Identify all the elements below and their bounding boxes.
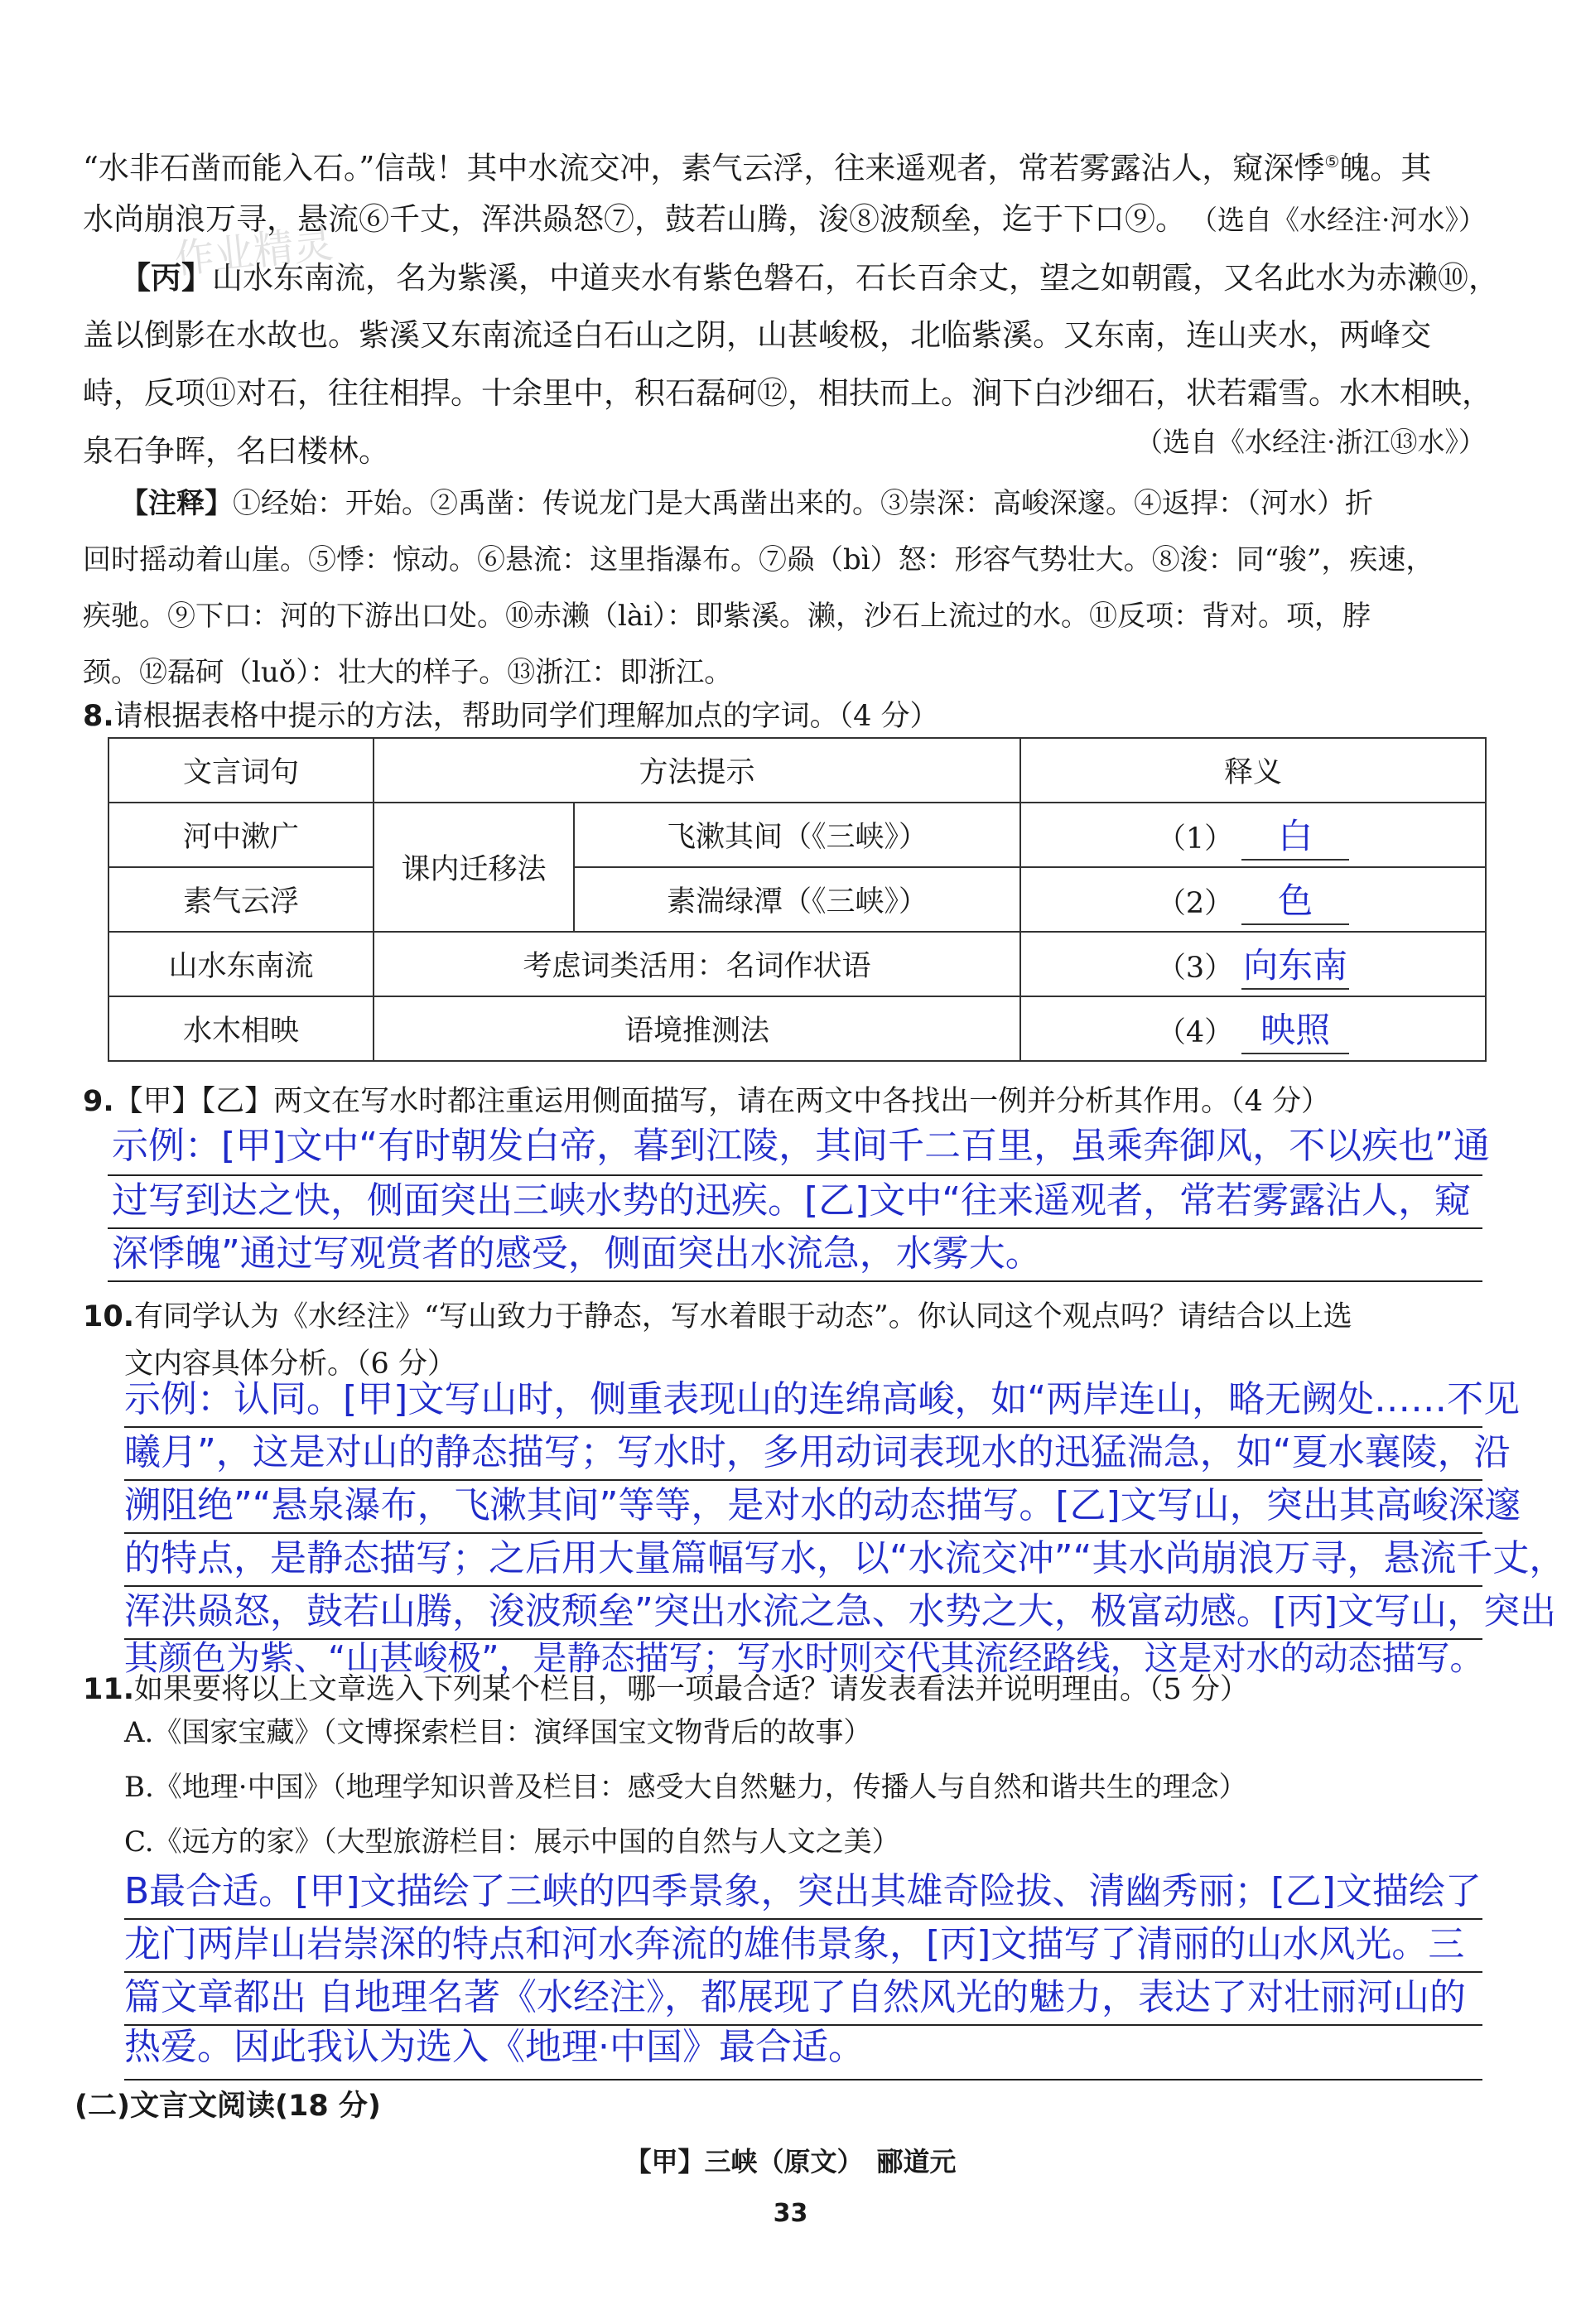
- table-cell-hint: 语境推测法: [374, 996, 1020, 1061]
- answer-9-line2[interactable]: 过写到达之快，侧面突出三峡水势的迅疾。[乙]文中“往来遥观者，常若雾露沾人，窥: [112, 1179, 1472, 1222]
- table-header: 方法提示: [374, 738, 1020, 803]
- question-text: 如果要将以上文章选入下列某个栏目，哪一项最合适？请发表看法并说明理由。（5 分）: [134, 1673, 1249, 1706]
- table-row: [108, 932, 1486, 996]
- answer-9-line3[interactable]: 深悸魄”通过写观赏者的感受，侧面突出水流急，水雾大。: [112, 1232, 1042, 1275]
- question-10-cont: 文内容具体分析。（6 分）: [124, 1348, 456, 1381]
- table-cell-phrase: 山水东南流: [108, 932, 374, 996]
- table-row: [108, 803, 1486, 867]
- table-header-row: [108, 738, 1486, 803]
- watermark: 作业精灵: [172, 220, 335, 283]
- answer-10-line5[interactable]: 浑洪赑怒，鼓若山腾，浚波颓垒”突出水流之急、水势之大，极富动感。[丙]文写山，突出: [124, 1590, 1557, 1632]
- answer-10-line2[interactable]: 曦月”，这是对山的静态描写；写水时，多用动词表现水的迅猛湍急，如“夏水襄陵，沿: [124, 1431, 1511, 1473]
- answer-blank[interactable]: 映照: [1241, 1003, 1349, 1054]
- blank-number: （4）: [1156, 1016, 1234, 1049]
- question-number: 8.: [83, 700, 114, 733]
- table-cell-hint: 素湍绿潭（《三峡》）: [574, 867, 1020, 932]
- page-number: 33: [773, 2199, 808, 2228]
- table-cell-answer: [1020, 996, 1486, 1061]
- table-cell-answer: [1020, 932, 1486, 996]
- question-number: 10.: [83, 1300, 135, 1333]
- table-header: 文言词句: [108, 738, 374, 803]
- passage-yi-line2: 水尚崩浪万寻，悬流⑥千丈，浑洪赑怒⑦，鼓若山腾，浚⑧波颓垒，迄于下口⑨。: [83, 201, 1186, 237]
- text: 山水东南流，名为紫溪，中道夹水有紫色磐石，石长百余丈，望之如朝霞，又名此水为赤濑⑩，: [212, 260, 1499, 296]
- next-passage-title: 【甲】三峡（原文） 郦道元: [624, 2146, 957, 2177]
- notes-label: 【注释】: [120, 487, 233, 520]
- passage-bing-line1: [120, 248, 1528, 307]
- passage-bing-source: （选自《水经注·浙江⑬水》）: [1135, 426, 1486, 458]
- footnote-mark: ⑤: [1324, 152, 1340, 171]
- table-cell-phrase: 水木相映: [108, 996, 374, 1061]
- notes-line1: [120, 475, 1528, 532]
- table-cell-answer: [1020, 803, 1486, 867]
- table-cell-method-group: 课内迁移法: [374, 803, 574, 932]
- table-cell-phrase: 河中漱广: [108, 803, 374, 867]
- answer-blank[interactable]: 向东南: [1241, 938, 1349, 990]
- answer-rule: [124, 2079, 1482, 2081]
- table-cell-hint: 飞漱其间（《三峡》）: [574, 803, 1020, 867]
- table-row: [108, 996, 1486, 1061]
- notes-line2: 回时摇动着山崖。⑤悸：惊动。⑥悬流：这里指瀑布。⑦赑（bì）怒：形容气势壮大。⑧浚：同“骏”，疾速，: [83, 543, 1434, 576]
- answer-11-line3[interactable]: 篇文章都出 自地理名著《水经注》，都展现了自然风光的魅力，表达了对壮丽河山的: [124, 1976, 1466, 2018]
- answer-10-line4[interactable]: 的特点，是静态描写；之后用大量篇幅写水，以“水流交冲”“其水尚崩浪万寻，悬流千丈，: [124, 1537, 1566, 1579]
- answer-10-line1[interactable]: 示例：认同。[甲]文写山时，侧重表现山的连绵高峻，如“两岸连山，略无阙处……不见: [124, 1378, 1521, 1420]
- question-number: 9.: [83, 1085, 114, 1118]
- answer-11-line4[interactable]: 热爱。因此我认为选入《地理·中国》最合适。: [124, 2026, 865, 2068]
- passage-label: 【丙】: [120, 259, 212, 296]
- passage-bing-line4: 泉石争晖，名曰楼林。: [83, 433, 389, 469]
- text: ①经始：开始。②禹凿：传说龙门是大禹凿出来的。③崇深：高峻深邃。④返捍：（河水）折: [233, 487, 1373, 520]
- answer-10-line3[interactable]: 溯阻绝”“悬泉瀑布，飞漱其间”等等，是对水的动态描写。[乙]文写山，突出其高峻深邃: [124, 1484, 1521, 1526]
- option-a: A.《国家宝藏》（文博探索栏目：演绎国宝文物背后的故事）: [124, 1716, 872, 1749]
- blank-number: （1）: [1156, 822, 1234, 856]
- vocab-table: [108, 737, 1487, 1062]
- answer-11-line1[interactable]: B最合适。[甲]文描绘了三峡的四季景象，突出其雄奇险拔、清幽秀丽；[乙]文描绘了: [124, 1870, 1482, 1912]
- answer-9-line1[interactable]: 示例：[甲]文中“有时朝发白帝，暮到江陵，其间千二百里，虽乘奔御风，不以疾也”通: [112, 1125, 1490, 1167]
- section-heading: (二)文言文阅读(18 分): [75, 2090, 381, 2123]
- question-number: 11.: [83, 1673, 135, 1706]
- passage-bing-line3: 峙，反项⑪对石，往往相捍。十余里中，积石磊砢⑫，相扶而上。涧下白沙细石，状若霜雪。水木相映，: [83, 375, 1492, 411]
- passage-yi-line1: [83, 133, 1491, 197]
- option-b: B.《地理·中国》（地理学知识普及栏目：感受大自然魅力，传播人与自然和谐共生的理念）: [124, 1771, 1247, 1804]
- answer-rule: [108, 1280, 1482, 1282]
- option-c: C.《远方的家》（大型旅游栏目：展示中国的自然与人文之美）: [124, 1825, 900, 1859]
- passage-bing-line2: 盖以倒影在水故也。紫溪又东南流迳白石山之阴，山甚峻极，北临紫溪。又东南，连山夹水，两峰交: [83, 317, 1431, 353]
- blank-number: （3）: [1156, 952, 1234, 985]
- notes-line3: 疾驰。⑨下口：河的下游出口处。⑩赤濑（lài）：即紫溪。濑，沙石上流过的水。⑪反项：背对。项，脖: [83, 600, 1371, 633]
- table-cell-phrase: 素气云浮: [108, 867, 374, 932]
- text: “水非石凿而能入石。”信哉！其中水流交冲，素气云浮，往来遥观者，常若雾露沾人，窥深悸: [83, 150, 1325, 186]
- table-header: 释义: [1020, 738, 1486, 803]
- answer-blank[interactable]: 白: [1241, 809, 1349, 861]
- answer-10-line6[interactable]: 其颜色为紫、“山甚峻极”，是静态描写；写水时则交代其流经路线，这是对水的动态描写。: [124, 1638, 1484, 1678]
- passage-yi-source: （选自《水经注·河水》）: [1190, 204, 1486, 236]
- table-row: [108, 867, 1486, 932]
- blank-number: （2）: [1156, 887, 1234, 920]
- question-text: 【甲】【乙】两文在写水时都注重运用侧面描写，请在两文中各找出一例并分析其作用。（4 分）: [113, 1085, 1331, 1118]
- table-cell-answer: [1020, 867, 1486, 932]
- answer-blank[interactable]: 色: [1241, 874, 1349, 925]
- question-text: 请根据表格中提示的方法，帮助同学们理解加点的字词。（4 分）: [113, 700, 939, 733]
- table-cell-hint: 考虑词类活用：名词作状语: [374, 932, 1020, 996]
- question-text: 有同学认为《水经注》“写山致力于静态，写水着眼于动态”。你认同这个观点吗？请结合以上选: [134, 1300, 1352, 1333]
- text: 魄。其: [1339, 150, 1432, 186]
- answer-11-line2[interactable]: 龙门两岸山岩崇深的特点和河水奔流的雄伟景象，[丙]文描写了清丽的山水风光。三: [124, 1923, 1465, 1965]
- notes-line4: 颈。⑫磊砢（luǒ）：壮大的样子。⑬浙江：即浙江。: [83, 656, 733, 689]
